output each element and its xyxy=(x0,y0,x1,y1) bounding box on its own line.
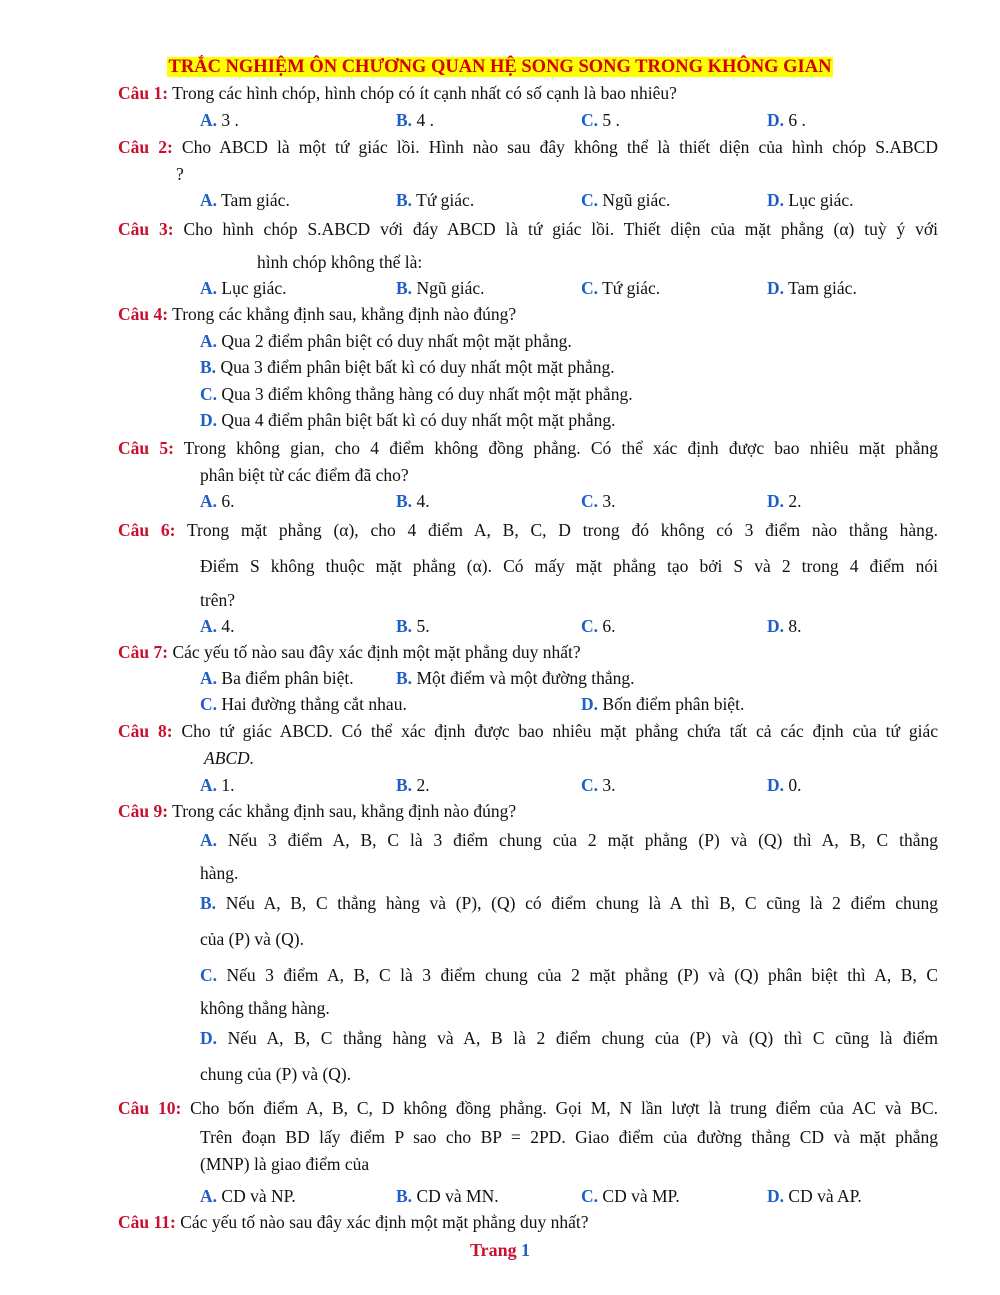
question-number: Câu 11: xyxy=(118,1212,176,1232)
question-3 xyxy=(118,219,938,240)
q7-option-b[interactable]: B. Một điểm và một đường thẳng. xyxy=(396,668,635,688)
q8-option-d[interactable]: D. 0. xyxy=(767,775,802,795)
q5-option-b[interactable]: B. 4. xyxy=(396,491,430,511)
q10-option-d[interactable]: D. CD và AP. xyxy=(767,1186,862,1206)
question-number: Câu 2: xyxy=(118,137,173,157)
question-text-continued: ? xyxy=(176,164,184,184)
q1-option-c[interactable]: C. 5 . xyxy=(581,110,620,130)
q4-option-d[interactable]: D. Qua 4 điểm phân biệt bất kì có duy nhất một mặt phẳng. xyxy=(200,410,616,430)
question-1 xyxy=(118,83,677,104)
q1-option-b[interactable]: B. 4 . xyxy=(396,110,434,130)
question-text-continued: phân biệt từ các điểm đã cho? xyxy=(200,465,409,485)
q5-option-c[interactable]: C. 3. xyxy=(581,491,616,511)
question-number: Câu 9: xyxy=(118,801,169,821)
q5-option-d[interactable]: D. 2. xyxy=(767,491,802,511)
question-text: Cho ABCD là một tứ giác lồi. Hình nào sau đây không thể là thiết diện của hình chóp S.ABCD xyxy=(181,137,938,157)
q4-option-b[interactable]: B. Qua 3 điểm phân biệt bất kì có duy nhất một mặt phẳng. xyxy=(200,357,615,377)
question-number: Câu 10: xyxy=(118,1098,182,1118)
question-text: Trong các khẳng định sau, khẳng định nào đúng? xyxy=(172,304,517,324)
q9-option-d-continued: chung của (P) và (Q). xyxy=(200,1064,352,1084)
question-number: Câu 8: xyxy=(118,721,173,741)
q6-option-a[interactable]: A. 4. xyxy=(200,616,235,636)
question-number: Câu 4: xyxy=(118,304,169,324)
q6-option-c[interactable]: C. 6. xyxy=(581,616,616,636)
question-text: Cho bốn điểm A, B, C, D không đồng phẳng. Gọi M, N lần lượt là trung điểm của AC và BC. xyxy=(190,1098,938,1118)
q3-option-b[interactable]: B. Ngũ giác. xyxy=(396,278,485,298)
q3-option-c[interactable]: C. Tứ giác. xyxy=(581,278,661,298)
question-text-continued: Trên đoạn BD lấy điểm P sao cho BP = 2PD. Giao điểm của đường thẳng CD và mặt phẳng xyxy=(200,1127,938,1147)
question-text: Các yếu tố nào sau đây xác định một mặt phẳng duy nhất? xyxy=(180,1212,589,1232)
q3-option-a[interactable]: A. Lục giác. xyxy=(200,278,287,298)
q2-option-d[interactable]: D. Lục giác. xyxy=(767,190,854,210)
question-number: Câu 7: xyxy=(118,642,169,662)
question-11 xyxy=(118,1212,588,1233)
q8-option-c[interactable]: C. 3. xyxy=(581,775,616,795)
question-text: Trong các khẳng định sau, khẳng định nào đúng? xyxy=(172,801,517,821)
page-footer xyxy=(0,1240,1000,1261)
q6-option-b[interactable]: B. 5. xyxy=(396,616,430,636)
q3-option-d[interactable]: D. Tam giác. xyxy=(767,278,857,298)
question-9 xyxy=(118,801,516,822)
q9-option-a-continued: hàng. xyxy=(200,863,239,883)
q9-option-c[interactable]: C. Nếu 3 điểm A, B, C là 3 điểm chung của 2 mặt phẳng (P) và (Q) phân biệt thì A, B, C xyxy=(200,965,938,985)
document-title: TRẮC NGHIỆM ÔN CHƯƠNG QUAN HỆ SONG SONG TRONG KHÔNG GIAN xyxy=(168,57,832,77)
q10-option-b[interactable]: B. CD và MN. xyxy=(396,1186,499,1206)
question-text: Các yếu tố nào sau đây xác định một mặt phẳng duy nhất? xyxy=(172,642,581,662)
page-label: Trang xyxy=(469,1240,517,1260)
question-number: Câu 6: xyxy=(118,520,176,540)
page-number: 1 xyxy=(521,1240,531,1260)
question-text: Trong mặt phẳng (α), cho 4 điểm A, B, C, D trong đó không có 3 điểm nào thẳng hàng. xyxy=(186,520,938,540)
question-text-continued: hình chóp không thể là: xyxy=(257,252,423,272)
q7-option-c[interactable]: C. Hai đường thẳng cắt nhau. xyxy=(200,694,407,714)
question-text: Trong các hình chóp, hình chóp có ít cạnh nhất có số cạnh là bao nhiêu? xyxy=(172,83,677,103)
q9-option-b[interactable]: B. Nếu A, B, C thẳng hàng và (P), (Q) có điểm chung là A thì B, C cũng là 2 điểm chung xyxy=(200,893,939,913)
q4-option-c[interactable]: C. Qua 3 điểm không thẳng hàng có duy nhất một mặt phẳng. xyxy=(200,384,633,404)
question-6 xyxy=(118,520,938,541)
q10-option-c[interactable]: C. CD và MP. xyxy=(581,1186,680,1206)
q9-option-b-continued: của (P) và (Q). xyxy=(200,929,304,949)
question-text: Cho hình chóp S.ABCD với đáy ABCD là tứ giác lồi. Thiết diện của mặt phẳng (α) tuỳ ý với xyxy=(183,219,938,239)
q5-option-a[interactable]: A. 6. xyxy=(200,491,235,511)
question-number: Câu 3: xyxy=(118,219,174,239)
question-4 xyxy=(118,304,516,325)
q9-option-c-continued: không thẳng hàng. xyxy=(200,998,330,1018)
question-number: Câu 1: xyxy=(118,83,169,103)
question-7 xyxy=(118,642,581,663)
q7-option-a[interactable]: A. Ba điểm phân biệt. xyxy=(200,668,354,688)
question-number: Câu 5: xyxy=(118,438,174,458)
q1-option-d[interactable]: D. 6 . xyxy=(767,110,806,130)
q6-option-d[interactable]: D. 8. xyxy=(767,616,802,636)
q4-option-a[interactable]: A. Qua 2 điểm phân biệt có duy nhất một mặt phẳng. xyxy=(200,331,572,351)
q8-option-b[interactable]: B. 2. xyxy=(396,775,430,795)
question-text-continued: Điểm S không thuộc mặt phẳng (α). Có mấy mặt phẳng tạo bởi S và 2 trong 4 điểm nói xyxy=(200,556,938,576)
question-text-continued: ABCD. xyxy=(204,748,255,768)
q2-option-a[interactable]: A. Tam giác. xyxy=(200,190,290,210)
question-10 xyxy=(118,1098,938,1119)
q1-option-a[interactable]: A. 3 . xyxy=(200,110,239,130)
q7-option-d[interactable]: D. Bốn điểm phân biệt. xyxy=(581,694,745,714)
question-text-continued: trên? xyxy=(200,590,235,610)
q8-option-a[interactable]: A. 1. xyxy=(200,775,235,795)
question-2 xyxy=(118,137,938,158)
question-text: Cho tứ giác ABCD. Có thể xác định được bao nhiêu mặt phẳng chứa tất cả các định của tứ giác xyxy=(181,721,939,741)
q9-option-a[interactable]: A. Nếu 3 điểm A, B, C là 3 điểm chung của 2 mặt phẳng (P) và (Q) thì A, B, C thẳng xyxy=(200,830,938,850)
question-text: Trong không gian, cho 4 điểm không đồng phẳng. Có thể xác định được bao nhiêu mặt phẳng xyxy=(183,438,939,458)
q2-option-c[interactable]: C. Ngũ giác. xyxy=(581,190,671,210)
q9-option-d[interactable]: D. Nếu A, B, C thẳng hàng và A, B là 2 điểm chung của (P) và (Q) thì C cũng là điểm xyxy=(200,1028,939,1048)
q10-option-a[interactable]: A. CD và NP. xyxy=(200,1186,296,1206)
question-text-continued: (MNP) là giao điểm của xyxy=(200,1154,370,1174)
question-5 xyxy=(118,438,938,459)
question-8 xyxy=(118,721,938,742)
q2-option-b[interactable]: B. Tứ giác. xyxy=(396,190,475,210)
